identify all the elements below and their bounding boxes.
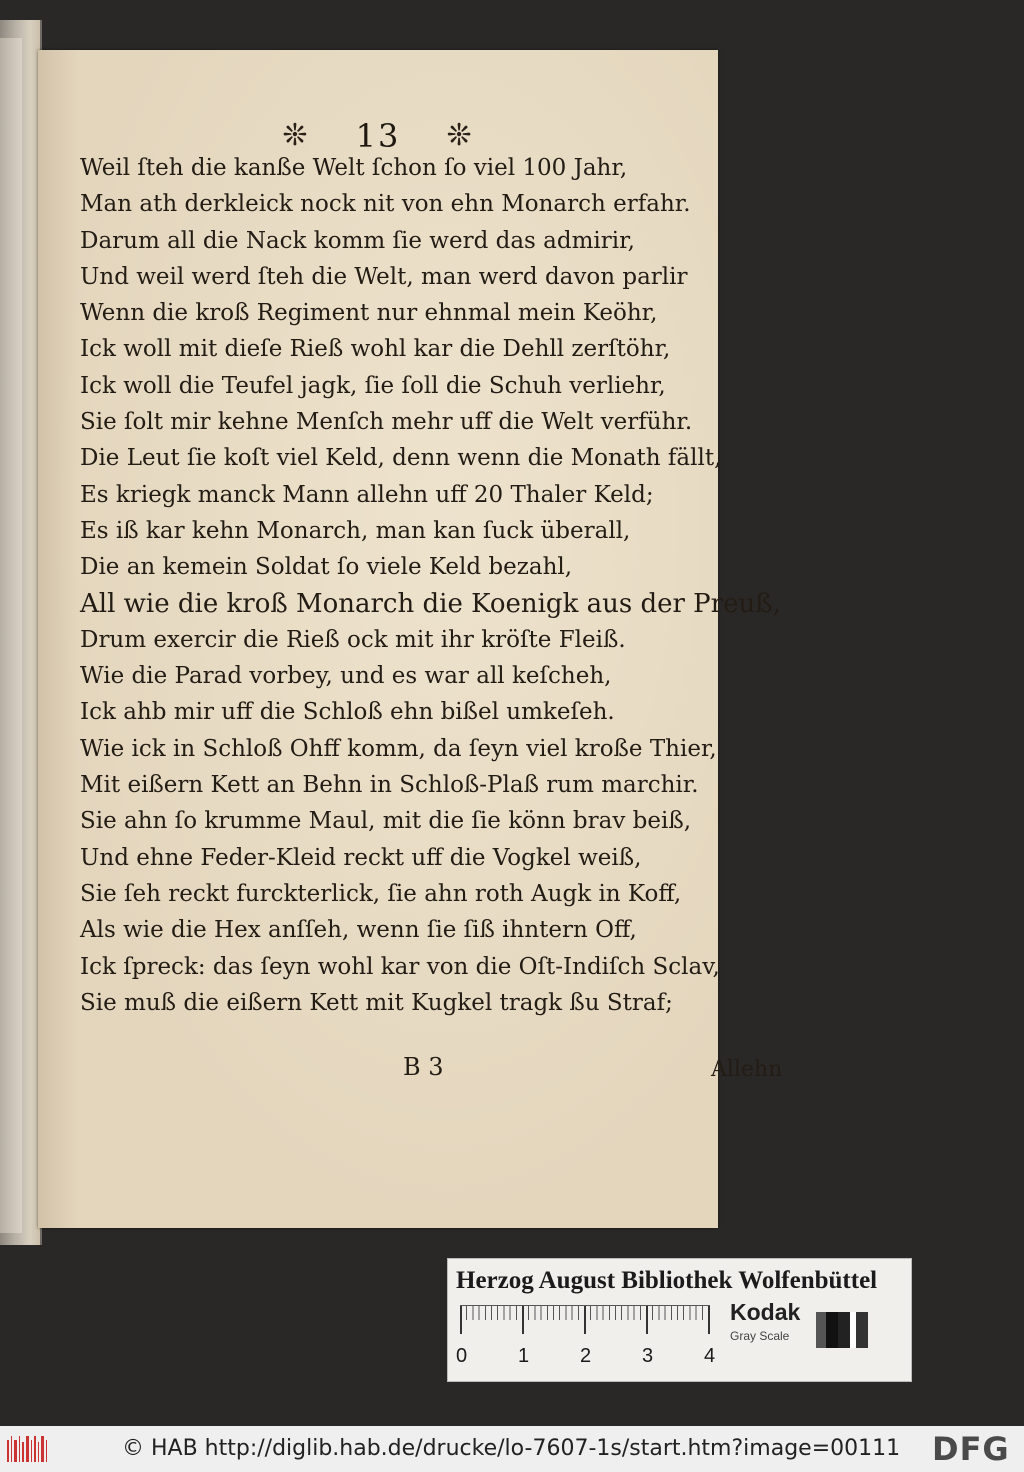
ruler-numbers <box>456 1345 726 1369</box>
text-line: Drum exercir die Rieß ock mit ihr kröſte Fleiß. <box>80 626 626 653</box>
page-footer <box>38 1053 783 1093</box>
text-line: Als wie die Hex anſſeh, wenn ſie ſiß ihntern Off, <box>80 917 637 944</box>
poem-text <box>80 150 781 1021</box>
ruler-number: 0 <box>456 1345 468 1367</box>
page-number: 13 <box>355 116 401 155</box>
dfg-logo: DFG <box>932 1430 1010 1468</box>
text-line: Man ath derkleick nock nit von ehn Monarch erfahr. <box>80 191 691 218</box>
text-line: Und weil werd ſteh die Welt, man werd davon parlir <box>80 263 688 290</box>
page-header <box>38 114 718 154</box>
text-line: Ick ſpreck: das ſeyn wohl kar von die Oſt-Indiſch Sclav, <box>80 953 720 980</box>
ruler-number: 2 <box>580 1345 592 1367</box>
text-line: Und ehne Feder-Kleid reckt uff die Vogkel weiß, <box>80 844 642 871</box>
text-line: Wenn die kroß Regiment nur ehnmal mein Keöhr, <box>80 300 658 327</box>
color-scale-card <box>447 1258 912 1382</box>
text-line: Sie ſolt mir kehne Menſch mehr uff die Welt verführ. <box>80 409 693 436</box>
text-line: Wie ick in Schloß Ohff komm, da ſeyn viel kroße Thier, <box>80 735 717 762</box>
ornament-right-icon: ❊ <box>446 118 474 153</box>
book-page <box>38 50 783 1228</box>
text-line: Die Leut ſie koſt viel Keld, denn wenn die Monath fällt, <box>80 445 722 472</box>
text-line: All wie die kroß Monarch die Koenigk aus der Preuß, <box>80 588 781 619</box>
gray-scale-patches <box>816 1312 876 1348</box>
text-line: Es iß kar kehn Monarch, man kan ſuck überall, <box>80 517 631 544</box>
kodak-brand: Kodak <box>730 1299 801 1325</box>
barcode-icon <box>6 1434 48 1464</box>
library-name: Herzog August Bibliothek Wolfenbüttel <box>456 1267 878 1294</box>
text-line: Sie ahn ſo krumme Maul, mit die ſie könn brav beiß, <box>80 808 692 835</box>
adjacent-page-strip <box>0 38 22 1233</box>
ruler-number: 4 <box>704 1345 716 1367</box>
bottom-bar <box>0 1426 1024 1472</box>
gray-scale-label: Gray Scale <box>730 1329 790 1343</box>
signature-mark: B 3 <box>403 1053 444 1081</box>
catchword: Allehn <box>711 1057 783 1082</box>
text-line: Weil ſteh die kanße Welt ſchon ſo viel 100 Jahr, <box>80 155 628 181</box>
text-line: Mit eißern Kett an Behn in Schloß-Plaß rum marchir. <box>80 772 699 799</box>
text-line: Darum all die Nack komm ſie werd das admirir, <box>80 227 635 254</box>
ruler-number: 1 <box>518 1345 530 1367</box>
copyright-link[interactable]: © HAB http://diglib.hab.de/drucke/lo-7607-1s/start.htm?image=00111 <box>122 1436 901 1461</box>
text-line: Wie die Parad vorbey, und es war all keſcheh, <box>80 663 612 690</box>
text-line: Ick woll die Teufel jagk, ſie ſoll die Schuh verliehr, <box>80 372 666 399</box>
ruler-scale <box>460 1305 710 1336</box>
text-line: Sie ſeh reckt furckterlick, ſie ahn roth Augk in Koff, <box>80 880 682 907</box>
text-line: Ick woll mit dieſe Rieß wohl kar die Dehll zerſtöhr, <box>80 336 671 363</box>
text-line: Sie muß die eißern Kett mit Kugkel tragk ßu Straf; <box>80 989 673 1016</box>
ruler-number: 3 <box>642 1345 654 1367</box>
text-line: Die an kemein Soldat ſo viele Keld bezahl, <box>80 554 573 581</box>
text-line: Ick ahb mir uff die Schloß ehn bißel umkeſeh. <box>80 699 615 726</box>
ornament-left-icon: ❊ <box>282 118 310 153</box>
text-line: Es kriegk manck Mann allehn uff 20 Thaler Keld; <box>80 481 654 508</box>
